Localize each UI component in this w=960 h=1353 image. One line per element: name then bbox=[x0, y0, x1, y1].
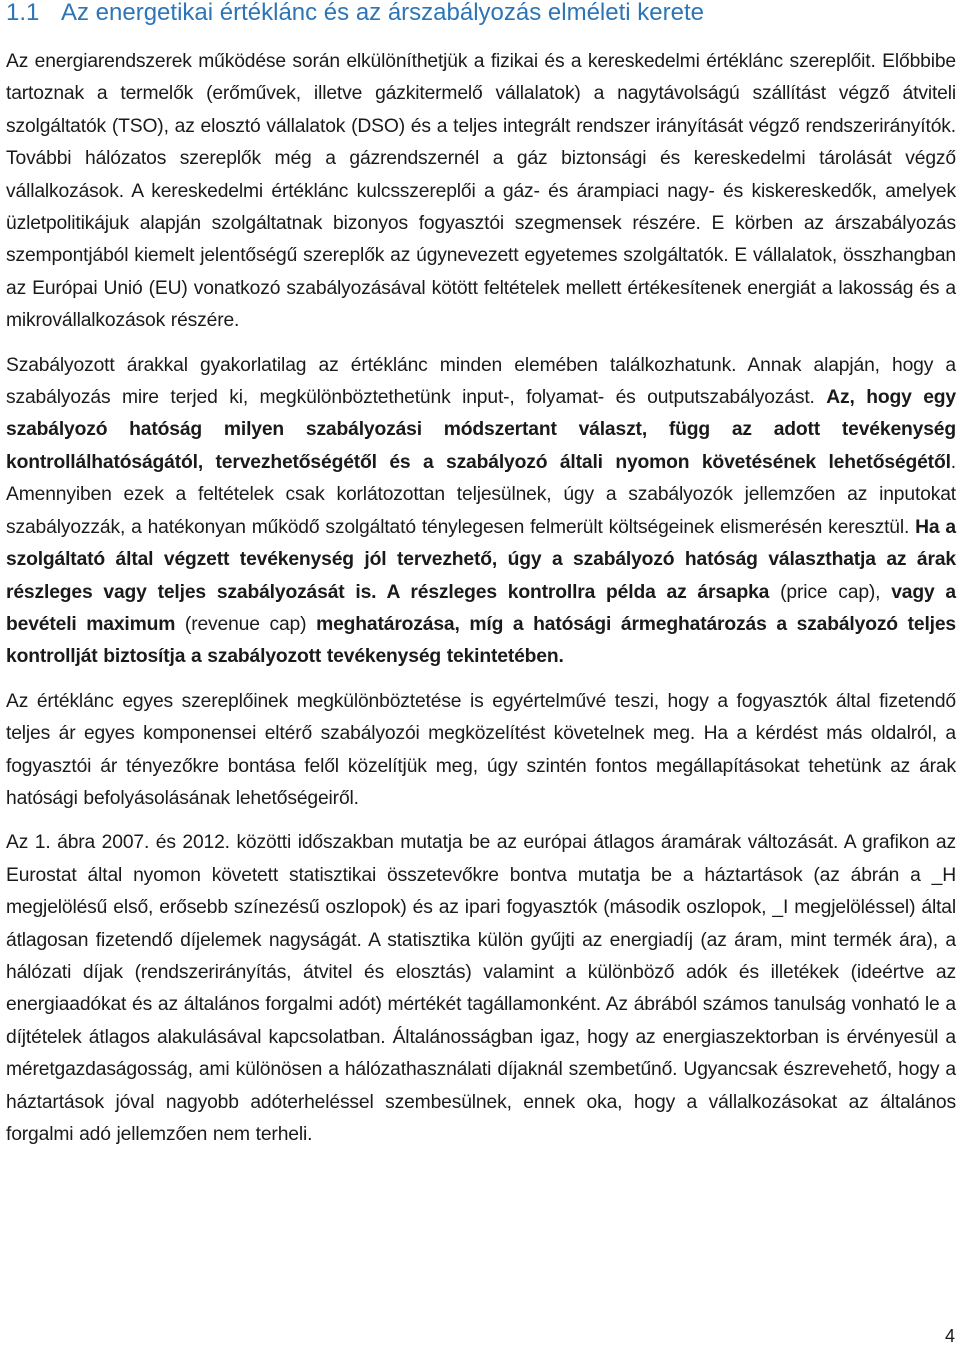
text-run: (revenue cap) bbox=[175, 613, 317, 635]
text-run: Az értéklánc egyes szereplőinek megkülönböztetése is egyértelművé teszi, hogy a fogyasztók által fizetendő teljes ár egyes komponensei eltérő szabályozói megközelítést követelnek meg. Ha a kérdést más oldalról, a fogyasztói ár tényezőkre bontása felől közelítjük meg, úgy szintén fontos megállapításokat tehetünk az árak hatósági befolyásolásának lehetőségeiről. bbox=[6, 690, 956, 809]
bold-text-run: Ha a szolgáltató által végzett tevékenység jól tervezhető, úgy a szabályozó hatóság választhatja az árak részleges vagy teljes szabályozását is. A részleges kontrollra példa az ársapka bbox=[6, 516, 956, 603]
page-number: 4 bbox=[944, 1326, 955, 1346]
body-text bbox=[6, 46, 956, 1151]
text-run: Szabályozott árakkal gyakorlatilag az értéklánc minden elemében találkozhatunk. Annak alapján, hogy a szabályozás mire terjed ki, megkülönböztethetünk input-, folyamat- és outputszabályozást. bbox=[6, 354, 956, 409]
paragraph bbox=[6, 350, 956, 674]
section-heading bbox=[6, 0, 956, 26]
bold-text-run: vagy a bevételi maximum bbox=[6, 581, 956, 635]
section-number: 1.1 bbox=[6, 0, 40, 26]
paragraph bbox=[6, 827, 956, 1151]
text-run: Az energiarendszerek működése során elkülöníthetjük a fizikai és a kereskedelmi értéklánc szereplőit. Előbbibe tartoznak a termelők (erőművek, illetve gázkitermelő vállalatok) a nagytávolságú szállítást végző átviteli szolgáltatók (TSO), az elosztó vállalatok (DSO) és a teljes integrált rendszer irányítását végző rendszerirányítók. További hálózatos szereplők még a gázrendszernél a gáz biztonsági és kereskedelmi tárolását végző vállalkozások. A kereskedelmi értéklánc kulcsszereplői a gáz- és árampiaci nagy- és kiskereskedők, amelyek üzletpolitikájuk alapján szolgáltatnak bizonyos fogyasztói szegmensek részére. E körben az árszabályozás szempontjából kiemelt jelentőségű szereplők az úgynevezett egyetemes szolgáltatók. E vállalatok, összhangban az Európai Unió (EU) vonatkozó szabályozásával kötött feltételek mellett értékesítenek energiát a lakosság és a mikrovállalkozások részére. bbox=[6, 51, 956, 332]
paragraph bbox=[6, 686, 956, 816]
bold-text-run: meghatározása, míg a hatósági ármeghatározás a szabályozó teljes kontrollját biztosítja a szabályozott tevékenység tekintetében. bbox=[6, 613, 957, 668]
paragraph bbox=[6, 46, 956, 338]
section-title: Az energetikai értéklánc és az árszabályozás elméleti kerete bbox=[61, 0, 704, 26]
text-run: (price cap), bbox=[769, 581, 892, 603]
text-run: Az 1. ábra 2007. és 2012. közötti időszakban mutatja be az európai átlagos áramárak változását. A grafikon az Eurostat által nyomon követett statisztikai összetevőkre bontva mutatja be a háztartások (az ábrán a _H megjelölésű első, erősebb színezésű oszlopok) és az ipari fogyasztók (második oszlopok, _I megjelöléssel) által átlagosan fizetendő díjelemek nagyságát. A statisztika külön gyűjti az energiadíj (az áram, mint termék ára), a hálózati díjak (rendszerirányítás, átvitel és elosztás) valamint a különböző adók és illetékek (ideértve az energiaadókat és az általános forgalmi adót) mértékét tagállamonként. Az ábrából számos tanulság vonható le a díjtételek átlagos alakulásával kapcsolatban. Általánosságban igaz, hogy az energiaszektorban is érvényesül a méretgazdaságosság, ami különösen a hálózathasználati díjaknál szembetűnő. Ugyancsak észrevehető, hogy a háztartások jóval nagyobb adóterheléssel szembesülnek, ennek oka, hogy a vállalkozásokat az általános forgalmi adó jellemzően nem terheli. bbox=[6, 832, 956, 1145]
bold-text-run: Az, hogy egy szabályozó hatóság milyen szabályozási módszertant választ, függ az adott tevékenység kontrollálhatóságától, tervezhetőségétől és a szabályozó általi nyomon követésének lehetőségétől bbox=[6, 387, 956, 473]
text-run: . Amennyiben ezek a feltételek csak korlátozottan teljesülnek, úgy a szabályozók jellemzően az inputokat szabályozzák, a hatékonyan működő szolgáltató ténylegesen felmerült költségeinek elismerésén keresztül. bbox=[6, 451, 956, 538]
